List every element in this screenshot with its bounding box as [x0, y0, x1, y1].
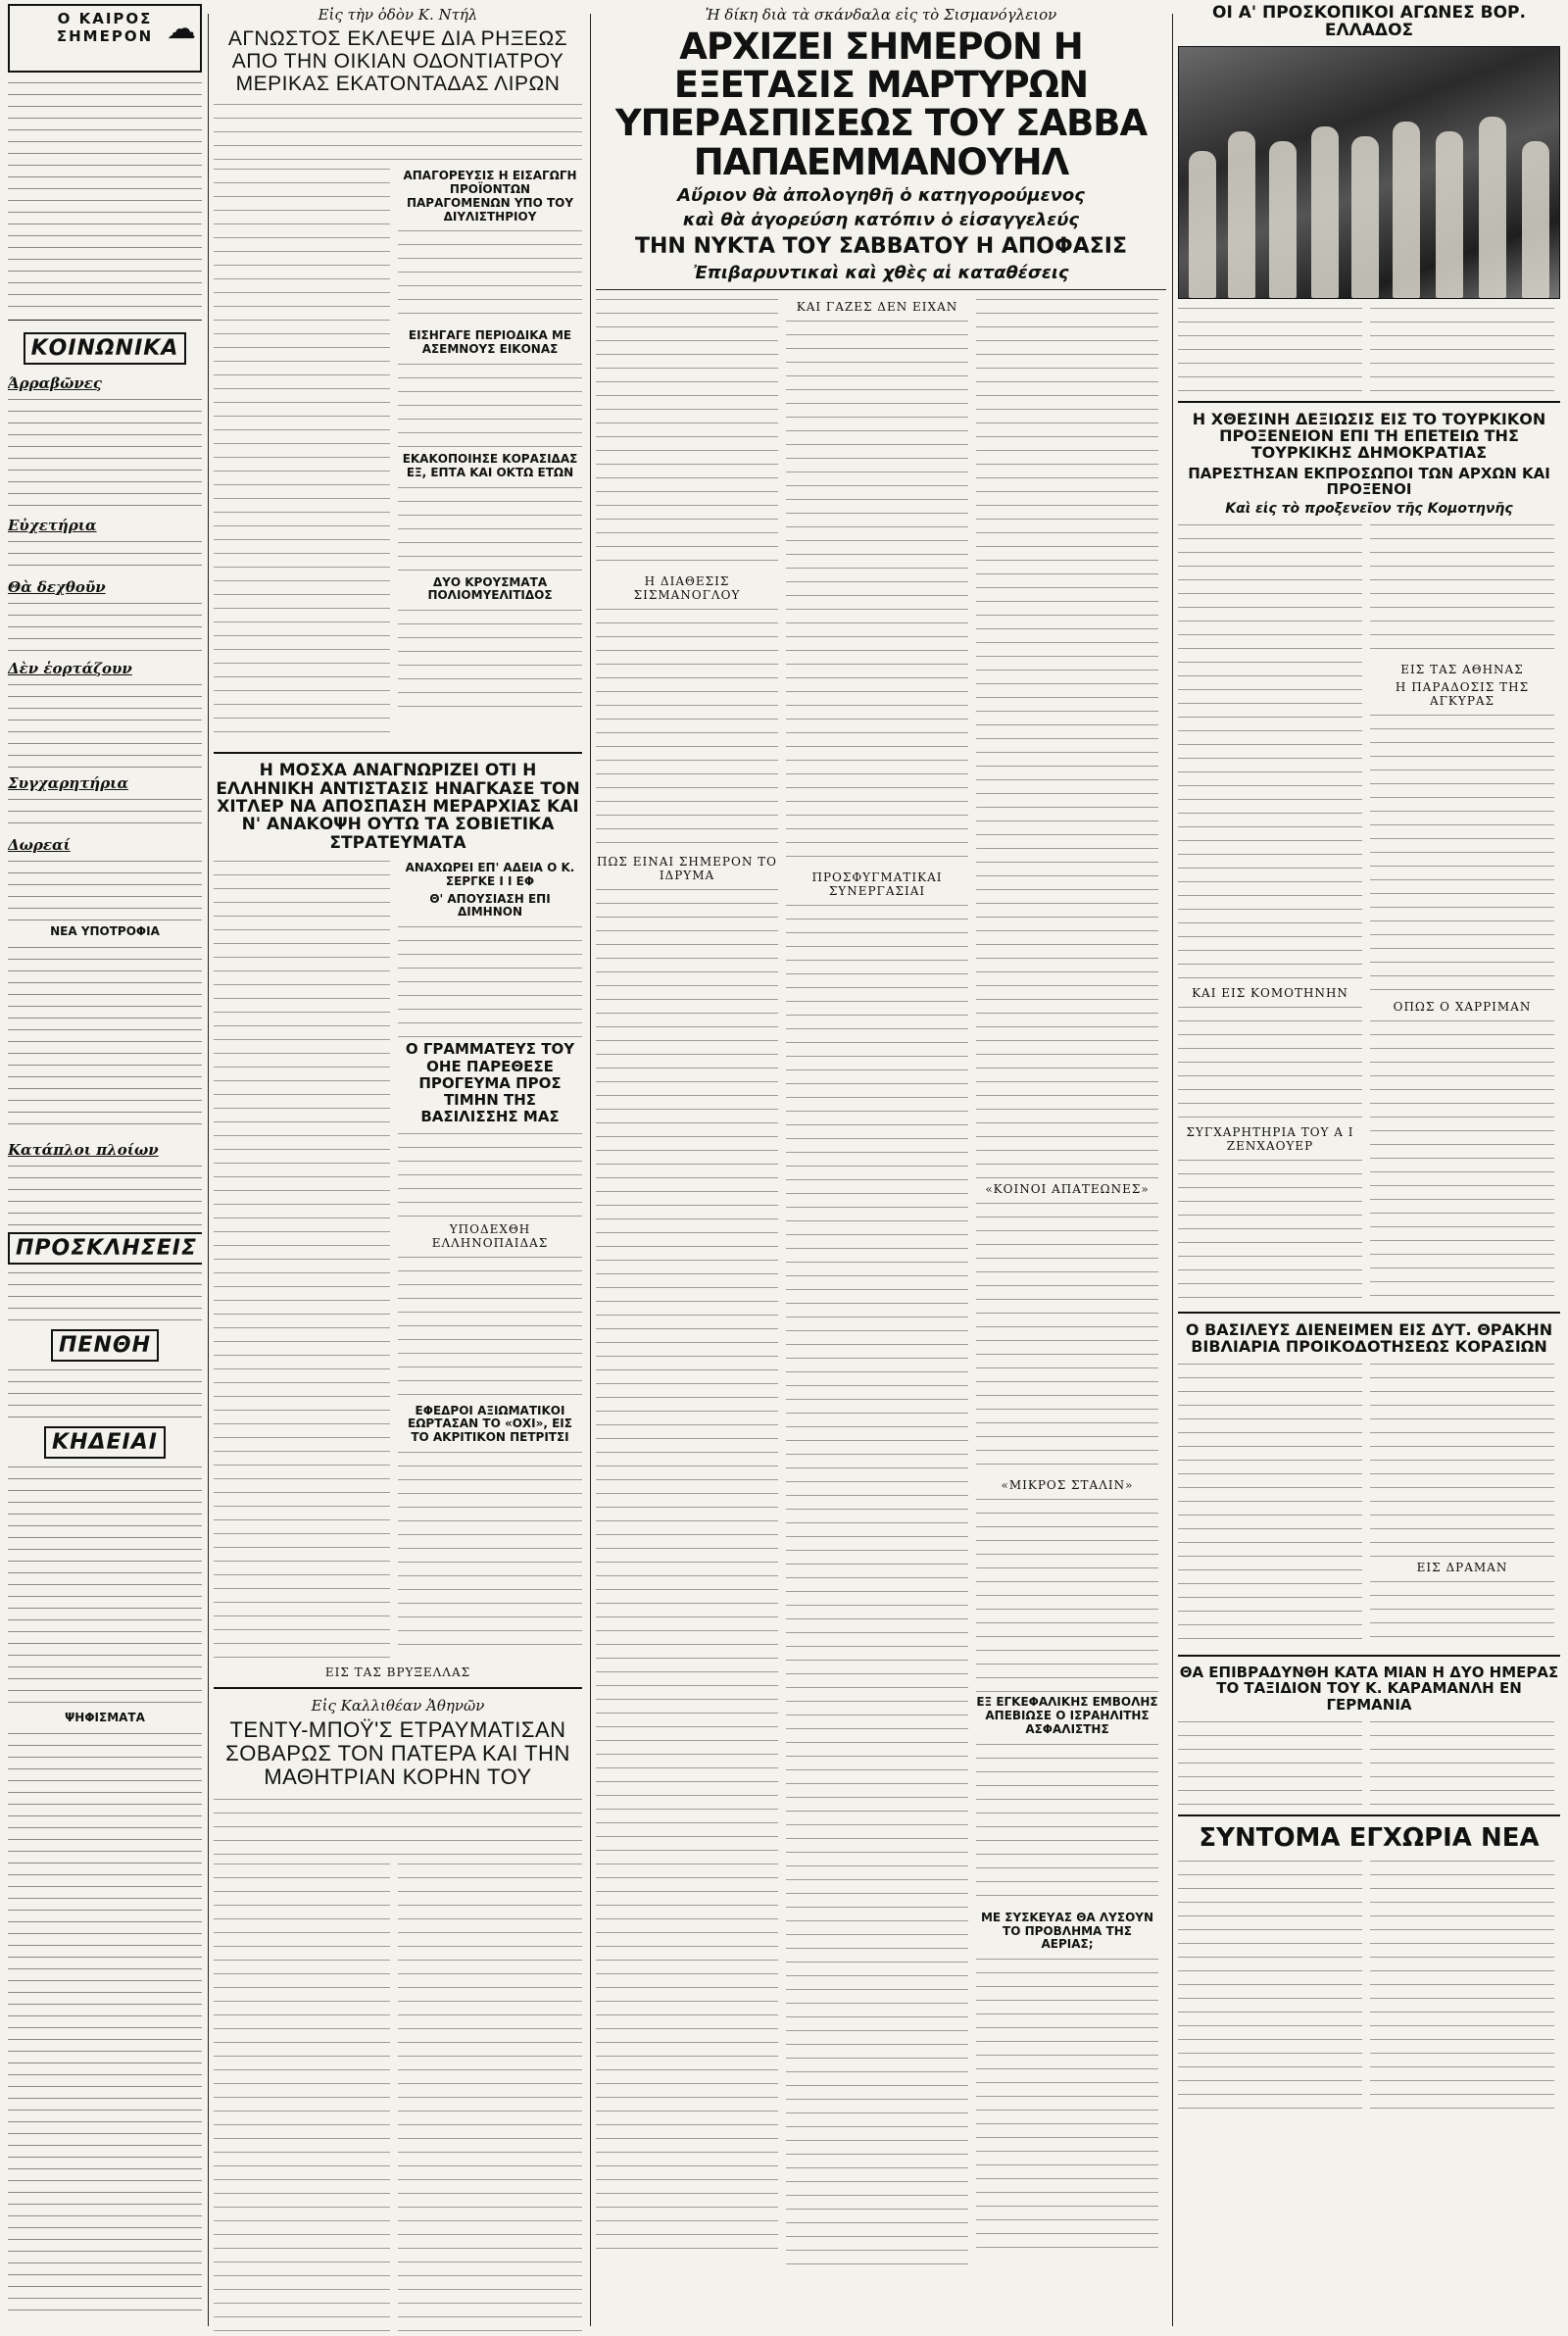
- column-second: [214, 0, 582, 2336]
- trial-col-b-bottom: [786, 902, 968, 2264]
- headline-vasileus: Ο ΒΑΣΙΛΕΥΣ ΔΙΕΝΕΙΜΕΝ ΕΙΣ ΔΥΤ. ΘΡΑΚΗΝ ΒΙΒΛΙΑΡΙΑ ΠΡΟΙΚΟΔΟΤΗΣΕΩΣ ΚΟΡΑΣΙΩΝ: [1185, 1319, 1553, 1356]
- divider: [1178, 1312, 1560, 1314]
- heading-anachorei: ΑΝΑΧΩΡΕΙ ΕΠ' ΑΔΕΙΑ Ο Κ. ΣΕΡΓΚΕ Ι Ι ΕΦ: [405, 861, 575, 888]
- heading-synergasia: ΠΡΟΣΦΥΓΜΑΤΙΚΑΙ ΣΥΝΕΡΓΑΣΙΑΙ: [811, 870, 943, 899]
- kicker-trial: Ἡ δίκη διὰ τὰ σκάνδαλα εἰς τὸ Σισμανόγλειον: [705, 6, 1057, 24]
- aerias-text: [976, 1956, 1158, 2250]
- heading-polio: ΔΥΟ ΚΡΟΥΣΜΑΤΑ ΠΟΛΙΟΜΥΕΛΙΤΙΔΟΣ: [427, 574, 553, 603]
- deck-kataheseis: Ἐπιβαρυντικαὶ καὶ χθὲς αἱ καταθέσεις: [693, 262, 1069, 283]
- heading-vryxelles: ΕΙΣ ΤΑΣ ΒΡΥΞΕΛΛΑΣ: [324, 1665, 471, 1680]
- katapoloi-text: [8, 1162, 202, 1226]
- weather-title-line1: Ο ΚΑΙΡΟΣ: [57, 10, 153, 27]
- polio-text: [398, 607, 582, 715]
- egkefalikes-text: [976, 1741, 1158, 1908]
- heading-efedroi: ΕΦΕΔΡΟΙ ΑΞΙΩΜΑΤΙΚΟΙ ΕΩΡΤΑΣΑΝ ΤΟ «ΟΧΙ», ΕΙΣ ΤΟ ΑΚΡΙΤΙΚΟΝ ΠΕΤΡΙΤΣΙ: [408, 1403, 572, 1445]
- heading-drama: ΕΙΣ ΔΡΑΜΑΝ: [1416, 1561, 1508, 1575]
- heading-eisenhower: ΣΥΓΧΑΡΗΤΗΡΙΑ ΤΟΥ Α Ι ΖΕΝΧΑΟΥΕΡ: [1186, 1124, 1354, 1153]
- photo-figure: [1522, 141, 1549, 298]
- heading-erano: ΠΩΣ ΕΙΝΑΙ ΣΗΜΕΡΟΝ ΤΟ ΙΔΡΥΜΑ: [597, 855, 777, 883]
- divider: [1178, 1814, 1560, 1816]
- divider: [596, 289, 1166, 290]
- dorea-text: [8, 857, 202, 921]
- kicker-kallithea: Εἰς Καλλιθέαν Ἀθηνῶν: [311, 1697, 485, 1715]
- teddy-lead: [214, 1796, 582, 1855]
- vasileus-body-right: [1370, 1361, 1554, 1557]
- heading-eykhetiria: Εὐχετήρια: [8, 517, 97, 534]
- deck-komotini: Καὶ εἰς τὸ προξενεῖον τῆς Κομοτηνῆς: [1225, 500, 1513, 517]
- agkyra-text: [1370, 712, 1554, 996]
- heading-koinoi: «ΚΟΙΝΟΙ ΑΠΑΤΕΩΝΕΣ»: [985, 1182, 1150, 1197]
- anachorei-text: [398, 923, 582, 1037]
- heading-nea-ypotrofia: ΝΕΑ ΥΠΟΤΡΟΦΙΑ: [50, 924, 160, 938]
- ypodechi-text: [398, 1254, 582, 1401]
- headline-teddy-boys: ΤΕΝΤΥ-ΜΠΟΫ'Σ ΕΤΡΑΥΜΑΤΙΣΑΝ ΣΟΒΑΡΩΣ ΤΟΝ ΠΑΤΕΡΑ ΚΑΙ ΤΗΝ ΜΑΘΗΤΡΙΑΝ ΚΟΡΗΝ ΤΟΥ: [225, 1717, 570, 1790]
- heading-harriman: ΟΠΩΣ Ο ΧΑΡΡΙΜΑΝ: [1393, 999, 1532, 1014]
- apagoreusi-text: [398, 227, 582, 325]
- divider: [214, 752, 582, 754]
- heading-egkefalikes: ΕΞ ΕΓΚΕΦΑΛΙΚΗΣ ΕΜΒΟΛΗΣ ΑΠΕΒΙΩΣΕ Ο ΙΣΡΑΗΛΙΤΗΣ ΑΣΦΑΛΙΣΤΗΣ: [976, 1695, 1158, 1736]
- oie-text: [398, 1130, 582, 1218]
- heading-aerias: ΜΕ ΣΥΣΚΕΥΑΣ ΘΑ ΛΥΣΟΥΝ ΤΟ ΠΡΟΒΛΗΜΑ ΤΗΣ ΑΕΡΙΑΣ;: [980, 1910, 1154, 1952]
- headline-turkish-consulate: Η ΧΘΕΣΙΝΗ ΔΕΞΙΩΣΙΣ ΕΙΣ ΤΟ ΤΟΥΡΚΙΚΟΝ ΠΡΟΞΕΝΕΙΟΝ ΕΠΙ ΤΗ ΕΠΕΤΕΙΩ ΤΗΣ ΤΟΥΡΚΙΚΗΣ ΔΗΜΟΚΡΑΤΙΑΣ: [1192, 409, 1546, 463]
- heading-dorea: Δωρεαί: [8, 836, 71, 854]
- trial-col-c-mid: [976, 1200, 1158, 1474]
- headline-syntoma: ΣΥΝΤΟΜΑ ΕΓΧΩΡΙΑ ΝΕΑ: [1199, 1822, 1540, 1853]
- scouts-photo: [1178, 46, 1560, 299]
- photo-caption-right: [1370, 305, 1554, 393]
- section-kideiai: ΚΗΔΕΙΑΙ: [44, 1426, 166, 1459]
- eykhetiria-text: [8, 537, 202, 572]
- dexioun-text: [8, 599, 202, 654]
- sun-cloud-icon: ☁: [167, 12, 196, 46]
- weather-box: [8, 4, 202, 73]
- vasileus-body-left: [1178, 1361, 1362, 1645]
- teddy-body-left: [214, 1861, 390, 2336]
- heading-gazes: ΚΑΙ ΓΑΖΕΣ ΔΕΝ ΕΙΧΑΝ: [796, 300, 958, 315]
- column-third: [596, 0, 1166, 2336]
- headline-theft: ΑΓΝΩΣΤΟΣ ΕΚΛΕΨΕ ΔΙΑ ΡΗΞΕΩΣ ΑΠΟ ΤΗΝ ΟΙΚΙΑΝ ΟΔΟΝΤΙΑΤΡΟΥ ΜΕΡΙΚΑΣ ΕΚΑΤΟΝΤΑΔΑΣ ΛΙΡΩΝ: [227, 27, 568, 96]
- weather-title-line2: ΣΗΜΕΡΟΝ: [56, 27, 154, 45]
- syntoma-body-right: [1370, 1858, 1554, 2112]
- divider: [8, 320, 202, 321]
- trial-col-a-top: [596, 296, 778, 571]
- periodika-text: [398, 361, 582, 449]
- heading-mikros: «ΜΙΚΡΟΣ ΣΤΑΛΙΝ»: [1001, 1478, 1134, 1493]
- headline-scouts: ΟΙ Α' ΠΡΟΣΚΟΠΙΚΟΙ ΑΓΩΝΕΣ ΒΟΡ. ΕΛΛΑΔΟΣ: [1212, 3, 1526, 41]
- photo-figure: [1228, 131, 1255, 298]
- syntoma-body-left: [1178, 1858, 1362, 2112]
- deck-turkish: ΠΑΡΕΣΤΗΣΑΝ ΕΚΠΡΟΣΩΠΟΙ ΤΩΝ ΑΡΧΩΝ ΚΑΙ ΠΡΟΞΕΝΟΙ: [1188, 464, 1550, 498]
- heading-apagoreusi: ΑΠΑΓΟΡΕΥΣΙΣ Η ΕΙΣΑΓΩΓΗ ΠΡΟΪΟΝΤΩΝ ΠΑΡΑΓΟΜΕΝΩΝ ΥΠΟ ΤΟΥ ΔΙΥΛΙΣΤΗΡΙΟΥ: [403, 169, 577, 224]
- heading-periodika: ΕΙΣΗΓΑΓΕ ΠΕΡΙΟΔΙΚΑ ΜΕ ΑΣΕΜΝΟΥΣ ΕΙΚΟΝΑΣ: [408, 328, 572, 357]
- heading-oie: Ο ΓΡΑΜΜΑΤΕΥΣ ΤΟΥ ΟΗΕ ΠΑΡΕΘΕΣΕ ΠΡΟΓΕΥΜΑ ΠΡΟΣ ΤΙΜΗΝ ΤΗΣ ΒΑΣΙΛΙΣΣΗΣ ΜΑΣ: [405, 1040, 575, 1126]
- ypotrofia-text: [8, 943, 202, 1135]
- komotini-text: [1178, 1004, 1362, 1121]
- kideiai-text: [8, 1463, 202, 1708]
- kicker-ntil: Εἰς τὴν ὁδὸν Κ. Ντήλ: [318, 6, 478, 24]
- divider: [1178, 1655, 1560, 1657]
- photo-caption-left: [1178, 305, 1362, 393]
- heading-apousiasi: Θ' ΑΠΟΥΣΙΑΣΗ ΕΠΙ ΔΙΜΗΝΟΝ: [429, 891, 551, 919]
- trial-col-b-top: [786, 318, 968, 867]
- deck-eisaggeleus: καὶ θὰ ἀγορεύση κατόπιν ὁ εἰσαγγελεύς: [682, 210, 1080, 231]
- heading-psifismata: ΨΗΦΙΣΜΑΤΑ: [65, 1710, 145, 1724]
- photo-figure: [1311, 126, 1339, 298]
- heading-dexioun: Θὰ δεχθοῦν: [8, 578, 106, 596]
- psifismata-text: [8, 1729, 202, 2317]
- section-social: ΚΟΙΝΩΝΙΚΑ: [24, 332, 187, 365]
- sygcharitiria-text: [8, 795, 202, 830]
- moscow-body: [214, 858, 390, 1662]
- koritsia-text: [398, 484, 582, 572]
- trial-col-a-bottom: [596, 886, 778, 2259]
- column-rule: [590, 14, 591, 2326]
- column-rule: [1172, 14, 1173, 2326]
- heading-katapoloi: Κατάπλοι πλοίων: [8, 1140, 159, 1159]
- photo-figure: [1436, 131, 1463, 298]
- heading-sygcharitiria: Συγχαρητήρια: [8, 774, 128, 792]
- karamanlis-body-right: [1370, 1718, 1554, 1807]
- heading-diathesi: Η ΔΙΑΘΕΣΙΣ ΣΙΣΜΑΝΟΓΛΟΥ: [633, 574, 741, 603]
- headline-trial: ΑΡΧΙΖΕΙ ΣΗΜΕΡΟΝ Η ΕΞΕΤΑΣΙΣ ΜΑΡΤΥΡΩΝ ΥΠΕΡΑΣΠΙΣΕΩΣ ΤΟΥ ΣΑΒΒΑ ΠΑΠΑΕΜΜΑΝΟΥΗΛ: [614, 25, 1148, 183]
- karamanlis-body-left: [1178, 1718, 1362, 1807]
- weather-text: [8, 78, 202, 314]
- eisenhower-text: [1178, 1157, 1362, 1304]
- turkish-body-right: [1370, 522, 1554, 659]
- heading-den-eortazoun: Δὲν ἑορτάζουν: [8, 660, 132, 677]
- photo-figure: [1479, 117, 1506, 298]
- invites-text: [8, 1268, 202, 1323]
- trial-col-a-mid: [596, 606, 778, 851]
- column-left: [8, 0, 202, 2336]
- heading-koritsia: ΕΚΑΚΟΠΟΙΗΣΕ ΚΟΡΑΣΙΔΑΣ ΕΞ, ΕΠΤΑ ΚΑΙ ΟΚΤΩ ΕΤΩΝ: [402, 452, 578, 479]
- trial-col-c-top: [976, 296, 1158, 1178]
- photo-figure: [1269, 141, 1297, 298]
- section-penthi: ΠΕΝΘΗ: [51, 1329, 159, 1362]
- theft-body: [214, 166, 390, 744]
- deck-apofasis: ΤΗΝ ΝΥΚΤΑ ΤΟΥ ΣΑΒΒΑΤΟΥ Η ΑΠΟΦΑΣΙΣ: [635, 234, 1127, 260]
- photo-figure: [1351, 136, 1379, 298]
- headline-karamanlis: ΘΑ ΕΠΙΒΡΑΔΥΝΘΗ ΚΑΤΑ ΜΙΑΝ Η ΔΥΟ ΗΜΕΡΑΣ ΤΟ ΤΑΞΙΔΙΟΝ ΤΟΥ Κ. ΚΑΡΑΜΑΝΛΗ ΕΝ ΓΕΡΜΑΝΙΑ: [1179, 1664, 1559, 1714]
- heading-agkyra: Η ΠΑΡΑΔΟΣΙΣ ΤΗΣ ΑΓΚΥΡΑΣ: [1395, 679, 1530, 708]
- photo-figure: [1189, 151, 1216, 298]
- divider: [214, 1687, 582, 1689]
- deck-apologia: Αὔριον θὰ ἀπολογηθῆ ὁ κατηγορούμενος: [677, 184, 1085, 206]
- headline-moscow: Η ΜΟΣΧΑ ΑΝΑΓΝΩΡΙΖΕΙ ΟΤΙ Η ΕΛΛΗΝΙΚΗ ΑΝΤΙΣΤΑΣΙΣ ΗΝΑΓΚΑΣΕ ΤΟΝ ΧΙΤΛΕΡ ΝΑ ΑΠΟΣΠΑΣΗ ΜΕΡΑΡΧΙΑΣ ΚΑΙ Ν' ΑΝΑΚΟΨΗ ΟΥΤΩ ΤΑ ΣΟΒΙΕΤΙΚΑ ΣΤΡΑΤΕΥΜΑΤΑ: [216, 761, 580, 853]
- drama-text: [1370, 1578, 1554, 1647]
- heading-komotinin: ΚΑΙ ΕΙΣ ΚΟΜΟΤΗΝΗΝ: [1192, 985, 1348, 1000]
- heading-athinas: ΕΙΣ ΤΑΣ ΑΘΗΝΑΣ: [1400, 662, 1524, 676]
- arravones-text: [8, 395, 202, 511]
- section-invites: ΠΡΟΣΚΛΗΣΕΙΣ: [8, 1232, 202, 1265]
- heading-arravones: Άρραβῶνες: [8, 374, 103, 392]
- harriman-text: [1370, 1018, 1554, 1302]
- penthi-text: [8, 1366, 202, 1420]
- divider: [1178, 401, 1560, 403]
- den-eortazoun-text: [8, 680, 202, 769]
- teddy-body-right: [398, 1861, 582, 2336]
- theft-lead: [214, 101, 582, 160]
- turkish-body-left: [1178, 522, 1362, 982]
- efedroi-text: [398, 1449, 582, 1645]
- column-rule: [208, 14, 209, 2326]
- column-right: [1178, 0, 1560, 2336]
- trial-col-c-low: [976, 1496, 1158, 1692]
- photo-figure: [1393, 122, 1420, 298]
- heading-ypodechi: ΥΠΟΔΕΧΘΗ ΕΛΛΗΝΟΠΑΙΔΑΣ: [431, 1221, 549, 1250]
